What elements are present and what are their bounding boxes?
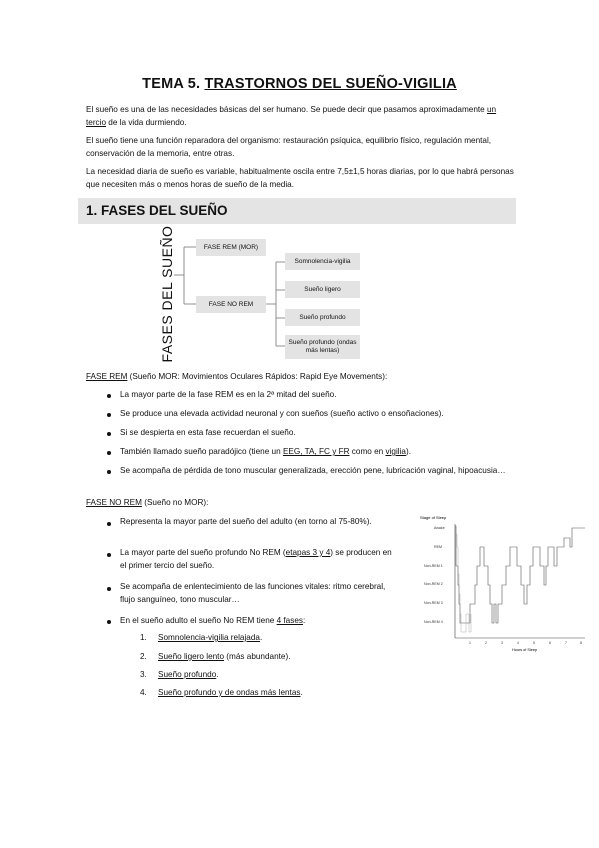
hypnogram-xtick: 3: [501, 641, 503, 645]
hypnogram-xtick: 8: [580, 641, 582, 645]
rem-bullet: También llamado sueño paradójico (tiene un EEG, TA, FC y FR como en vigilia).: [120, 447, 411, 456]
rem-bullet: La mayor parte de la fase REM es en la 2ª mitad del sueño.: [120, 390, 337, 399]
intro-paragraph-2: El sueño tiene una función reparadora del organismo: restauración psíquica, equilibrio físico, regulación mental, conservación de la memoria, entre otras.: [86, 136, 492, 158]
hypnogram-ylabel: Non-REM 1: [424, 564, 443, 568]
hypnogram-ylabel: Non-REM 4: [424, 620, 443, 624]
section-header-fases: 1. FASES DEL SUEÑO: [78, 198, 516, 224]
hypnogram-ylabel: REM: [434, 545, 442, 549]
norem-heading: FASE NO REM (Sueño no MOR):: [86, 498, 209, 507]
diagram-root-label: FASES DEL SUEÑO: [159, 225, 175, 363]
phase-number: 1.: [140, 633, 147, 642]
diagram-node-child: Somnolencia-vigilia: [285, 253, 360, 270]
phase-item: Sueño ligero lento (más abundante).: [158, 652, 291, 661]
page-title: TEMA 5. TRASTORNOS DEL SUEÑO-VIGILIA: [142, 76, 457, 92]
phase-item: Sueño profundo y de ondas más lentas.: [158, 688, 303, 697]
bullet-dot: [107, 553, 111, 557]
hypnogram-xtick: 5: [533, 641, 535, 645]
diagram-node-norem: FASE NO REM: [196, 296, 266, 313]
phase-number: 2.: [140, 652, 147, 661]
norem-bullet: Se acompaña de enlentecimiento de las funciones vitales: ritmo cerebral, flujo sanguíneo, tono muscular…: [120, 582, 386, 604]
bullet-dot: [107, 620, 111, 624]
bullet-dot: [107, 587, 111, 591]
intro-paragraph-3: La necesidad diaria de sueño es variable, habitualmente oscila entre 7,5±1,5 horas diarias, por lo que habrá personas que necesiten más o menos horas de sueño de la media.: [86, 167, 514, 189]
hypnogram-xtick: 1: [469, 641, 471, 645]
norem-bullet: La mayor parte del sueño profundo No REM (etapas 3 y 4) se producen en el primer tercio del sueño.: [120, 548, 392, 570]
rem-bullet: Se produce una elevada actividad neuronal y con sueños (sueño activo o ensoñaciones).: [120, 409, 444, 418]
hypnogram-title: Stage of Sleep: [420, 515, 447, 520]
rem-bullet: Si se despierta en esta fase recuerdan el sueño.: [120, 428, 296, 437]
phase-item: Somnolencia-vigilia relajada.: [158, 633, 263, 642]
hypnogram-xlabel: Hours of Sleep: [512, 648, 538, 652]
intro-paragraph-1: El sueño es una de las necesidades básicas del ser humano. Se puede decir que pasamos aproximadamente un tercio de la vida durmiendo.: [86, 105, 497, 127]
diagram-node-rem: FASE REM (MOR): [196, 239, 266, 256]
hypnogram-ylabel: Awake: [434, 526, 445, 530]
phase-number: 3.: [140, 670, 147, 679]
hypnogram-xtick: 7: [565, 641, 567, 645]
norem-bullet: Representa la mayor parte del sueño del adulto (en torno al 75-80%).: [120, 517, 372, 526]
bullet-dot: [107, 413, 111, 417]
rem-bullet: Se acompaña de pérdida de tono muscular generalizada, erección pene, lubricación vaginal, hipoacusia…: [120, 466, 506, 475]
diagram-node-child: Sueño profundo (ondas más lentas): [285, 335, 360, 359]
phase-item: Sueño profundo.: [158, 670, 219, 679]
diagram-node-child: Sueño ligero: [285, 281, 360, 298]
bullet-dot: [107, 522, 111, 526]
hypnogram-ylabel: Non-REM 3: [424, 601, 443, 605]
bullet-dot: [107, 451, 111, 455]
norem-bullet: En el sueño adulto el sueño No REM tiene 4 fases:: [120, 616, 306, 625]
hypnogram-figure: [420, 514, 590, 654]
diagram-node-child: Sueño profundo: [285, 309, 360, 326]
hypnogram-xtick: 2: [485, 641, 487, 645]
bullet-dot: [107, 470, 111, 474]
rem-heading: FASE REM (Sueño MOR: Movimientos Oculares Rápidos: Rapid Eye Movements):: [86, 372, 388, 381]
bullet-dot: [107, 394, 111, 398]
hypnogram-xtick: 6: [549, 641, 551, 645]
hypnogram-trace: [455, 526, 585, 623]
phase-number: 4.: [140, 688, 147, 697]
bullet-dot: [107, 432, 111, 436]
hypnogram-xtick: 4: [517, 641, 519, 645]
hypnogram-ylabel: Non-REM 2: [424, 582, 443, 586]
